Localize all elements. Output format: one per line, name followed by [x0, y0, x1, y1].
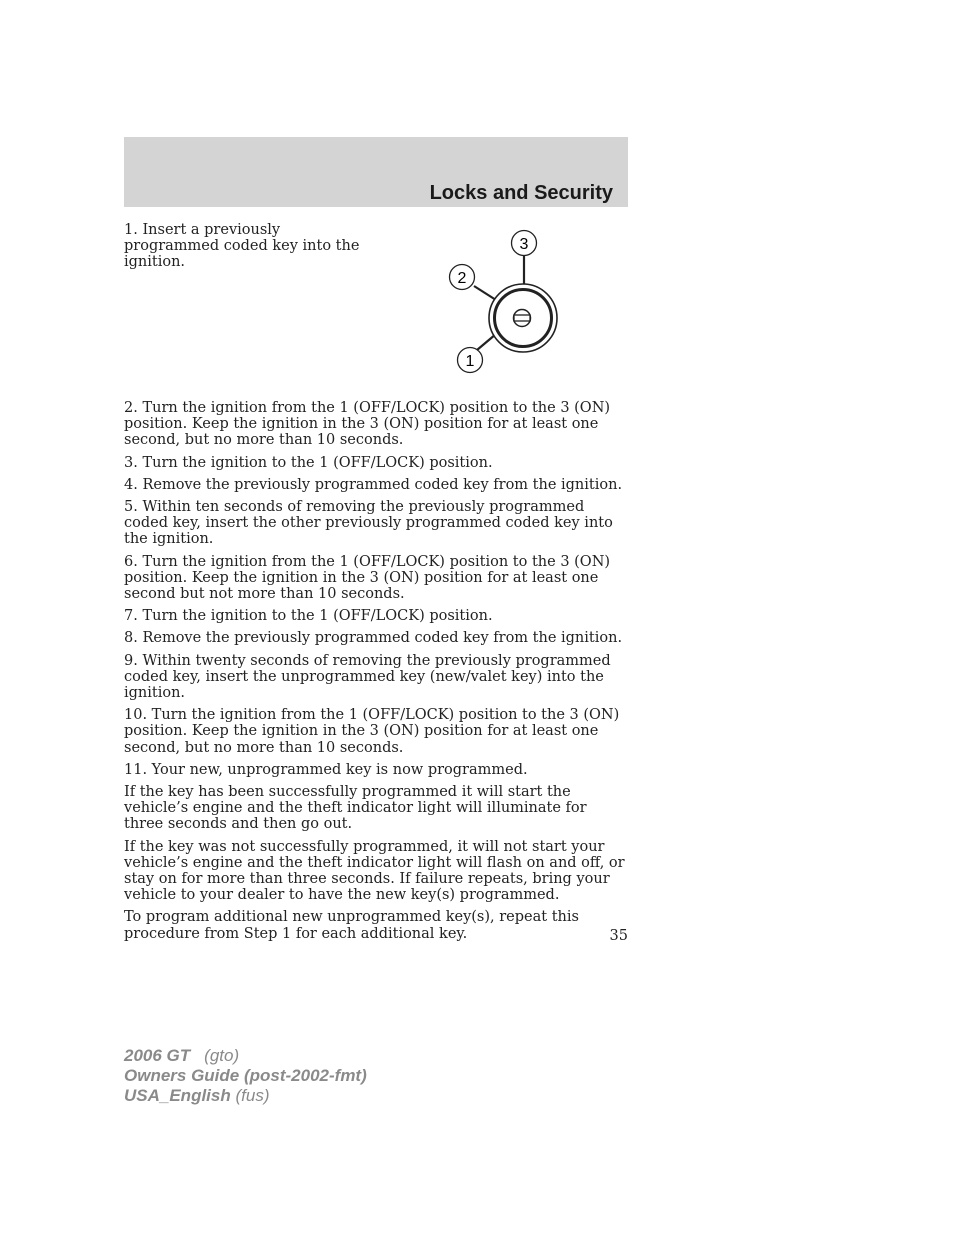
instructions-body	[124, 400, 630, 948]
step-1: 1. Insert a previously programmed coded key into the ignition.	[124, 222, 360, 270]
step-11: 11. Your new, unprogrammed key is now programmed.	[124, 761, 528, 778]
footer-guide: Owners Guide (post-2002-fmt)	[124, 1066, 367, 1085]
additional-keys-paragraph: To program additional new unprogrammed key(s), repeat this procedure from Step 1 for each additional key.	[124, 909, 579, 942]
footer-model: 2006 GT	[124, 1046, 191, 1065]
step-2: 2. Turn the ignition from the 1 (OFF/LOCK) position to the 3 (ON) position. Keep the ignition in the 3 (ON) position for at least one second, but no more than 10 seconds.	[124, 400, 611, 449]
step-6: 6. Turn the ignition from the 1 (OFF/LOCK) position to the 3 (ON) position. Keep the ignition in the 3 (ON) position for at least one second but not more than 10 seconds.	[124, 553, 611, 603]
step-8: 8. Remove the previously programmed coded key from the ignition.	[124, 630, 623, 647]
position-3-label: 3	[519, 236, 529, 253]
success-paragraph: If the key has been successfully programmed it will start the vehicle’s engine and the theft indicator light will illuminate for three seconds and then go out.	[124, 784, 587, 833]
step-5: 5. Within ten seconds of removing the previously programmed coded key, insert the other previously programmed coded key into the ignition.	[124, 499, 613, 548]
document-footer	[124, 1046, 524, 1106]
step-9: 9. Within twenty seconds of removing the previously programmed coded key, insert the unprogrammed key (new/valet key) into the ignition.	[124, 652, 611, 702]
footer-line-1	[124, 1046, 524, 1066]
key-slot-icon	[514, 310, 531, 327]
position-1-label: 1	[465, 353, 475, 370]
footer-language: USA_English	[124, 1086, 231, 1105]
page-number: 35	[609, 928, 628, 944]
position-1-line	[477, 334, 496, 350]
footer-language-code: (fus)	[235, 1086, 270, 1105]
footer-line-3	[124, 1086, 524, 1106]
position-2-line	[474, 286, 496, 300]
step-7: 7. Turn the ignition to the 1 (OFF/LOCK) position.	[124, 608, 493, 625]
section-title: Locks and Security	[429, 182, 613, 204]
step-10: 10. Turn the ignition from the 1 (OFF/LOCK) position to the 3 (ON) position. Keep the ignition in the 3 (ON) position for at least one second, but no more than 10 seconds.	[124, 707, 620, 756]
footer-model-code: (gto)	[204, 1046, 240, 1065]
failure-paragraph: If the key was not successfully programmed, it will not start your vehicle’s engine and the theft indicator light will flash on and off, or stay on for more than three seconds. If failure repeats, bring your vehicle to your dealer to have the new key(s) programmed.	[124, 838, 625, 904]
section-header	[124, 137, 628, 207]
step-3: 3. Turn the ignition to the 1 (OFF/LOCK) position.	[124, 454, 493, 471]
position-2-label: 2	[457, 270, 467, 287]
step-4: 4. Remove the previously programmed coded key from the ignition.	[124, 476, 623, 493]
ignition-diagram	[440, 222, 580, 382]
